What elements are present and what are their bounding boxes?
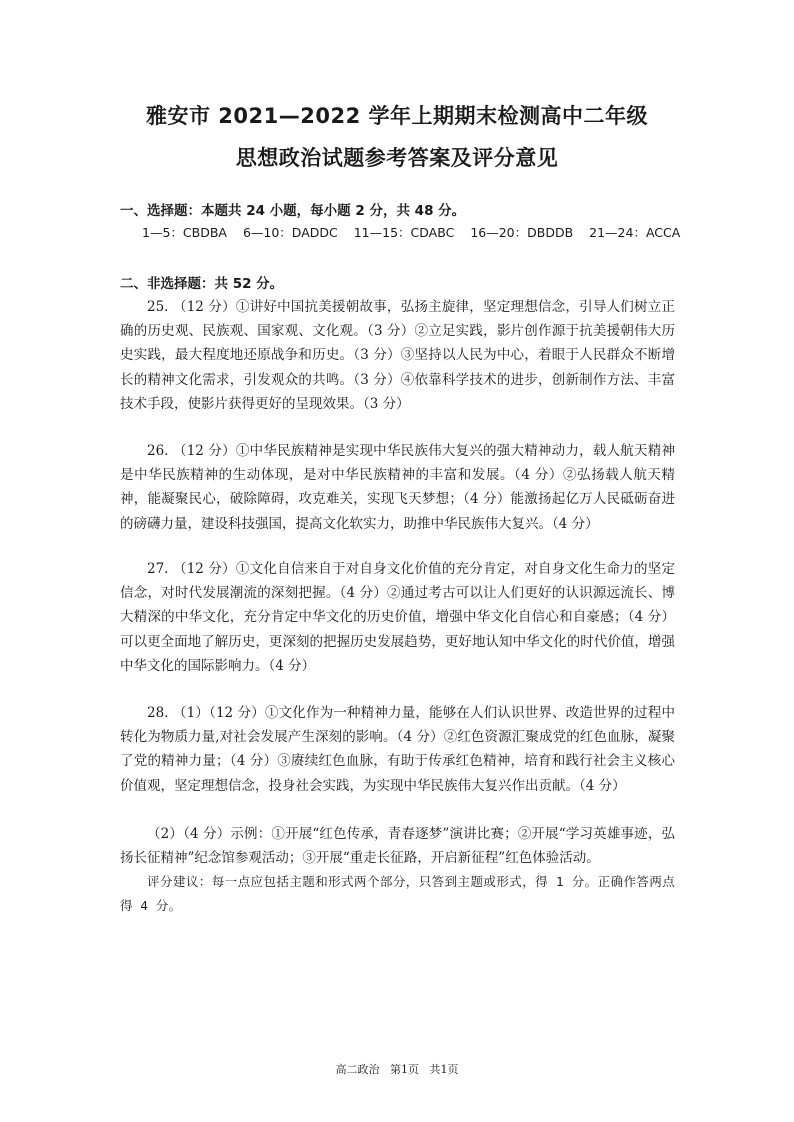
section-multiple-choice-heading: 一、选择题：本题共 24 小题，每小题 2 分，共 48 分。 (120, 203, 466, 219)
answer-group: 6—10：DADDC (242, 225, 338, 240)
question-28-part1-answer: 28. （1）（12 分）①文化作为一种精神力量，能够在人们认识世界、改造世界的过程中转化为物质力量,对社会发展产生深刻的影响。（4 分）②红色资源汇聚成党的红色血脉，凝聚了党的精神力量；（4 分）③赓续红色血脉，有助于传承红色精神，培育和践行社会主义核心价值观，坚定理想信念，投身社会实践，为实现中华民族伟大复兴作出贡献。（4 分） (120, 705, 675, 794)
answer-group: 11—15：CDABC (353, 225, 455, 240)
scoring-note: 评分建议：每一点应包括主题和形式两个部分，只答到主题或形式，得 1 分。正确作答两点得 4 分。 (120, 874, 675, 914)
question-26-answer: 26. （12 分）①中华民族精神是实现中华民族伟大复兴的强大精神动力，载人航天精神是中华民族精神的生动体现，是对中华民族精神的丰富和发展。（4 分）②弘扬载人航天精神，能凝聚民心，破除障碍，攻克难关，实现飞天梦想；（4 分）能激扬起亿万人民砥砺奋进的磅礴力量，建设科技强国，提高文化软实力，助推中华民族伟大复兴。（4 分） (120, 443, 675, 532)
document-title: 雅安市 2021—2022 学年上期期末检测高中二年级 (145, 104, 648, 128)
page-footer: 高二政治 第1页 共1页 (335, 1063, 459, 1076)
multiple-choice-answers (142, 223, 692, 241)
answer-group: 1—5：CBDBA (142, 225, 227, 240)
question-27-answer: 27. （12 分）①文化自信来自于对自身文化价值的充分肯定，对自身文化生命力的坚定信念，对时代发展潮流的深刻把握。（4 分）②通过考古可以让人们更好的认识源远流长、博大精深的中华文化，充分肯定中华文化的历史价值，增强中华文化自信心和自豪感；（4 分）可以更全面地了解历史，更深刻的把握历史发展趋势，更好地认知中华文化的时代价值，增强中华文化的国际影响力。（4 分） (120, 561, 675, 674)
question-28-part2-answer: （2）（4 分）示例：①开展“红色传承，青春逐梦”演讲比赛；②开展“学习英雄事迹，弘扬长征精神”纪念馆参观活动；③开展“重走长征路，开启新征程”红色体验活动。 (120, 826, 675, 867)
answer-group: 16—20：DBDDB (470, 225, 574, 240)
section-open-questions-heading: 二、非选择题：共 52 分。 (120, 276, 284, 292)
question-25-answer: 25. （12 分）①讲好中国抗美援朝故事，弘扬主旋律，坚定理想信念，引导人们树立正确的历史观、民族观、国家观、文化观。（3 分）②立足实践，影片创作源于抗美援朝伟大历史实践，最大程度地还原战争和历史。（3 分）③坚持以人民为中心，着眼于人民群众不断增长的精神文化需求，引发观众的共鸣。（3 分）④依靠科学技术的进步，创新制作方法、丰富技术手段，使影片获得更好的呈现效果。（3 分） (120, 299, 675, 412)
answer-group: 21—24：ACCA (589, 225, 681, 240)
document-subtitle: 思想政治试题参考答案及评分意见 (235, 146, 559, 170)
